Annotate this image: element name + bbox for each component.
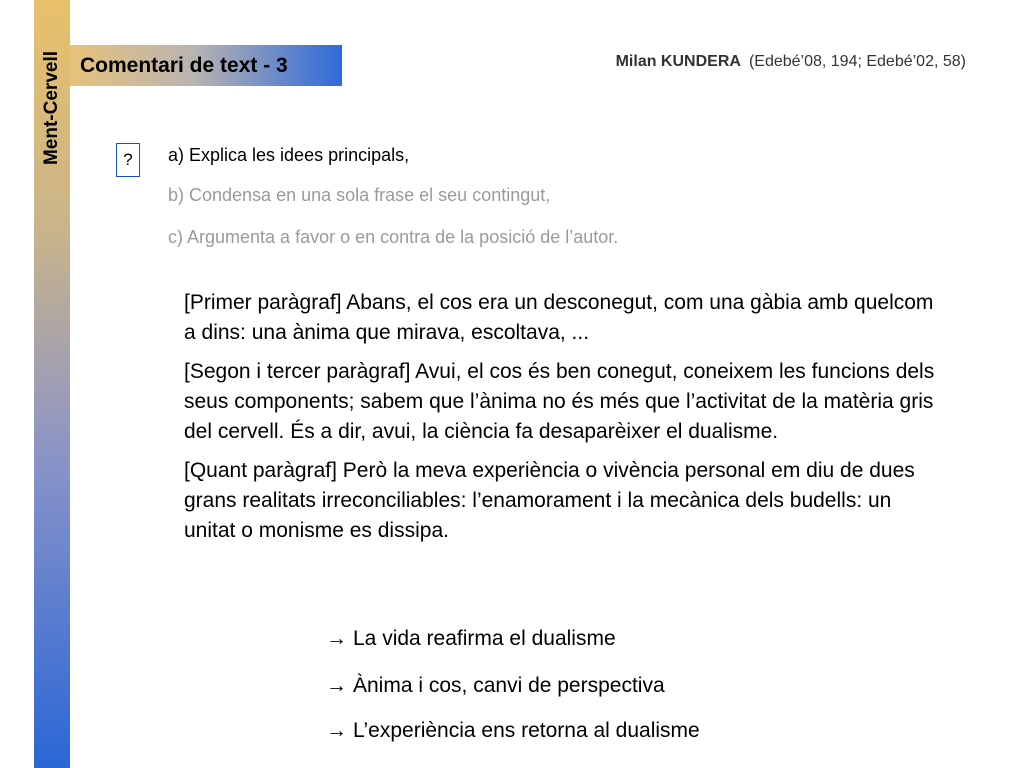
question-c: c) Argumenta a favor o en contra de la posició de l’autor. bbox=[168, 227, 619, 247]
conclusion-text: La vida reafirma el dualisme bbox=[353, 627, 616, 650]
conclusion-text: L’experiència ens retorna al dualisme bbox=[353, 719, 700, 742]
paragraph-first: [Primer paràgraf] Abans, el cos era un desconegut, com una gàbia amb quelcom a dins: una ànima que mirava, escoltava, ... bbox=[184, 291, 934, 344]
question-b: b) Condensa en una sola frase el seu contingut, bbox=[168, 185, 551, 205]
arrow-right-icon: → bbox=[326, 627, 347, 650]
source-reference: (Edebé’08, 194; Edebé’02, 58) bbox=[748, 53, 966, 70]
conclusion-item bbox=[326, 719, 700, 743]
conclusion-item bbox=[326, 627, 616, 651]
conclusion-item bbox=[326, 674, 665, 698]
slide-title: Comentari de text - 3 bbox=[80, 54, 288, 77]
arrow-right-icon: → bbox=[326, 674, 347, 697]
author-name: Milan KUNDERA bbox=[615, 53, 741, 70]
paragraph-second-third: [Segon i tercer paràgraf] Avui, el cos és ben conegut, coneixem les funcions dels seus components; sabem que l’ànima no és més que l’activitat de la matèria gris del cervell. És a dir, avui, la ciència fa desaparèixer el dualisme. bbox=[184, 360, 935, 443]
question-a: a) Explica les idees principals, bbox=[168, 145, 410, 165]
arrow-right-icon: → bbox=[326, 719, 347, 742]
summary-paragraphs bbox=[184, 288, 944, 555]
question-marker-box: ? bbox=[116, 143, 140, 177]
paragraph-fourth: [Quant paràgraf] Però la meva experiència o vivència personal em diu de dues grans realitats irreconciliables: l’enamorament i la mecànica dels budells: un unitat o monisme es dissipa. bbox=[184, 459, 915, 542]
source-citation bbox=[616, 53, 966, 71]
sidebar-label: Ment-Cervell bbox=[41, 50, 62, 166]
conclusion-text: Ànima i cos, canvi de perspectiva bbox=[353, 674, 665, 697]
